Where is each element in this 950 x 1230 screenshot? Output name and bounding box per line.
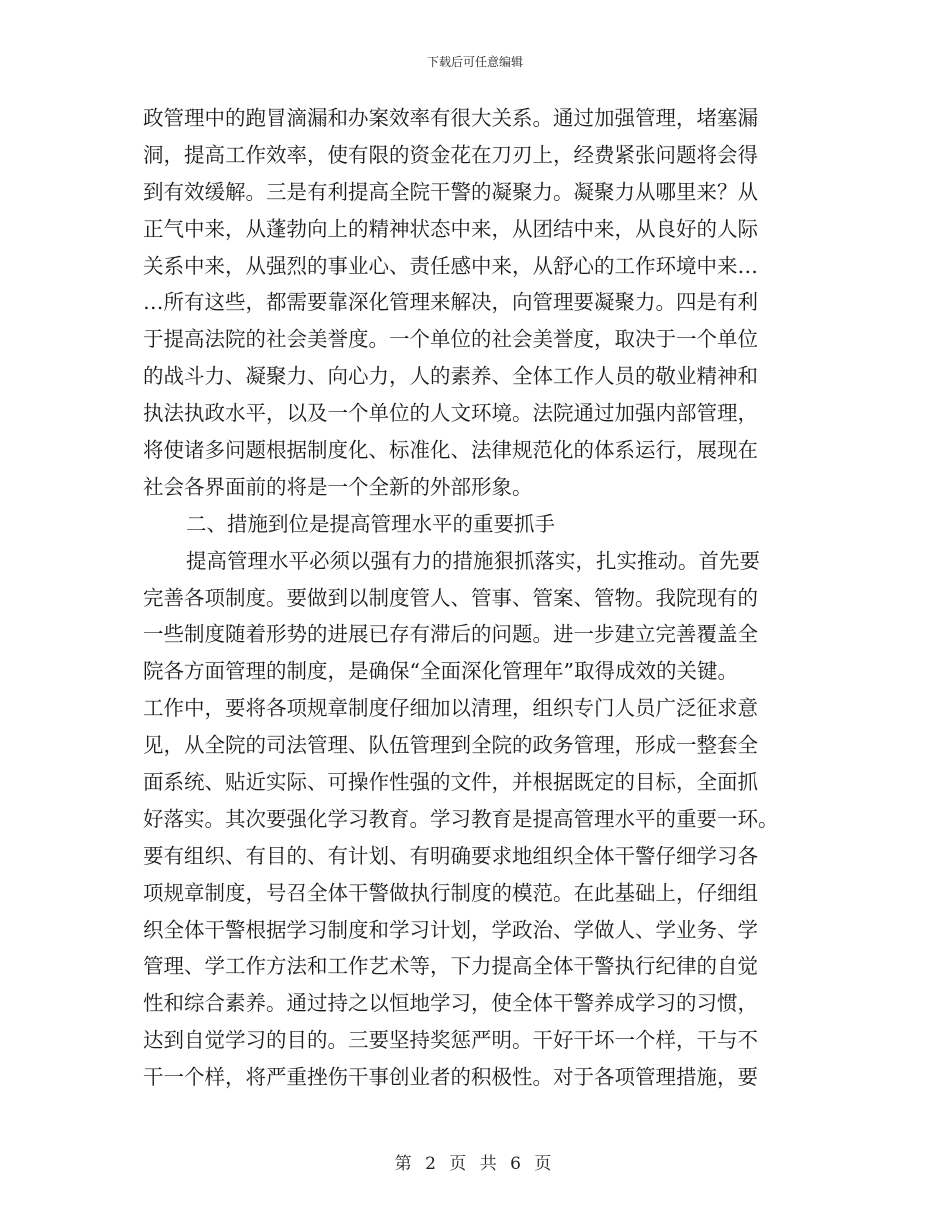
text-line: 执法执政水平，以及一个单位的人文环境。法院通过加强内部管理，	[143, 401, 758, 426]
page-header-note: 下载后可任意编辑	[426, 55, 523, 69]
text-line: 关系中来，从强烈的事业心、责任感中来，从舒心的工作环境中来…	[143, 253, 758, 278]
text-line: 一些制度随着形势的进展已存有滞后的问题。进一步建立完善覆盖全	[143, 622, 758, 647]
text-line: 正气中来，从蓬勃向上的精神状态中来，从团结中来，从良好的人际	[143, 216, 758, 241]
text-line: 于提高法院的社会美誉度。一个单位的社会美誉度，取决于一个单位	[143, 327, 758, 352]
text-line: 院各方面管理的制度，是确保“全面深化管理年”取得成效的关键。	[143, 659, 738, 684]
text-line: 社会各界面前的将是一个全新的外部形象。	[143, 474, 533, 499]
text-line: …所有这些，都需要靠深化管理来解决，向管理要凝聚力。四是有利	[143, 290, 758, 315]
text-line: 将使诸多问题根据制度化、标准化、法律规范化的体系运行，展现在	[143, 438, 758, 463]
text-line: 完善各项制度。要做到以制度管人、管事、管案、管物。我院现有的	[143, 585, 758, 610]
text-line: 见，从全院的司法管理、队伍管理到全院的政务管理，形成一整套全	[143, 733, 758, 758]
text-line: 达到自觉学习的目的。三要坚持奖惩严明。干好干坏一个样，干与不	[143, 1028, 758, 1053]
section-heading: 二、措施到位是提高管理水平的重要抓手	[186, 511, 555, 536]
text-line: 织全体干警根据学习制度和学习计划，学政治、学做人、学业务、学	[143, 917, 758, 942]
text-line: 的战斗力、凝聚力、向心力，人的素养、全体工作人员的敬业精神和	[143, 364, 758, 389]
text-line: 项规章制度，号召全体干警做执行制度的模范。在此基础上，仔细组	[143, 880, 758, 905]
text-line: 政管理中的跑冒滴漏和办案效率有很大关系。通过加强管理，堵塞漏	[143, 106, 758, 130]
text-line: 好落实。其次要强化学习教育。学习教育是提高管理水平的重要一环。	[143, 806, 779, 831]
text-line: 干一个样，将严重挫伤干事创业者的积极性。对于各项管理措施，要	[143, 1065, 758, 1090]
text-line: 要有组织、有目的、有计划、有明确要求地组织全体干警仔细学习各	[143, 843, 758, 868]
text-line: 面系统、贴近实际、可操作性强的文件，并根据既定的目标，全面抓	[143, 770, 758, 795]
page-number: 第 2 页 共 6 页	[394, 1154, 556, 1174]
document-body	[143, 100, 815, 1096]
text-line: 管理、学工作方法和工作艺术等，下力提高全体干警执行纪律的自觉	[143, 954, 758, 979]
text-line: 性和综合素养。通过持之以恒地学习，使全体干警养成学习的习惯，	[143, 991, 758, 1016]
text-line: 到有效缓解。三是有利提高全院干警的凝聚力。凝聚力从哪里来？从	[143, 179, 758, 204]
text-line: 工作中，要将各项规章制度仔细加以清理，组织专门人员广泛征求意	[143, 696, 758, 721]
text-line: 洞，提高工作效率，使有限的资金花在刀刃上，经费紧张问题将会得	[143, 142, 758, 167]
paragraph-first-line: 提高管理水平必须以强有力的措施狠抓落实，扎实推动。首先要	[186, 548, 760, 573]
